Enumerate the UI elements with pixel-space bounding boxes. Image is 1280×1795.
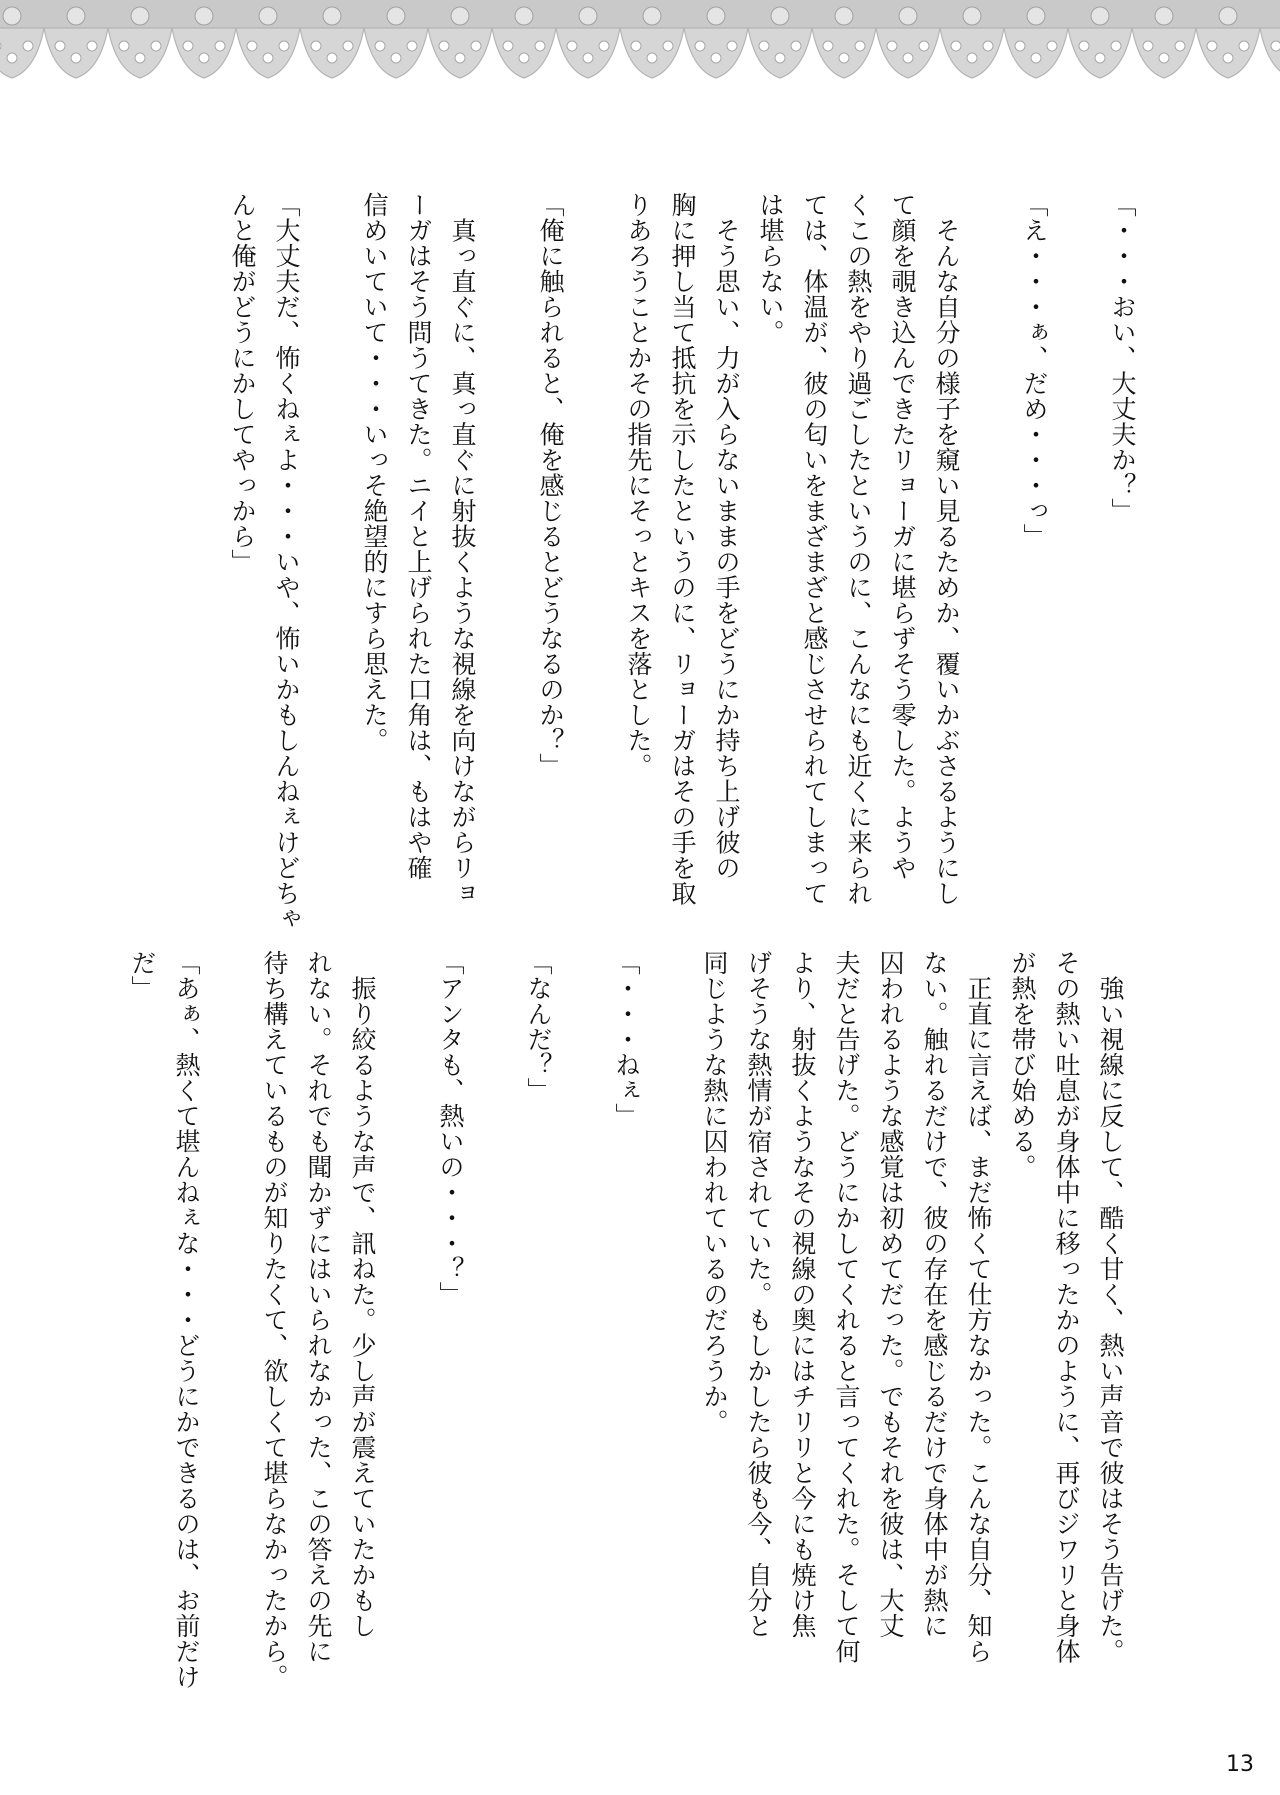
text-line — [208, 950, 252, 1602]
text-line: んと俺がどうにかしてやっから」 — [228, 192, 257, 575]
lace-hole — [247, 41, 257, 51]
lace-flower — [963, 7, 981, 25]
lace-flower — [1155, 7, 1173, 25]
lace-hole — [1079, 41, 1089, 51]
text-line: 同じような熱に囚われているのだろうか。 — [700, 950, 729, 1435]
text-line: 「あぁ、熱くて堪んねぇな・・・どうにかできるのは、お前だけ — [172, 950, 201, 1690]
text-line: だ」 — [128, 950, 157, 1001]
text-block-lower — [128, 950, 1132, 1690]
lace-flower — [67, 7, 85, 25]
text-line: 「え・・・ぁ、だめ・・・っ」 — [1020, 192, 1049, 549]
lace-hole — [311, 41, 321, 51]
lace-hole — [1111, 41, 1121, 51]
lace-hole — [1143, 41, 1153, 51]
text-line — [560, 950, 604, 1602]
text-line: 待ち構えているものが知りたくて、欲しくて堪らなかったから。 — [260, 950, 289, 1690]
text-line — [384, 950, 428, 1602]
page-number: 13 — [1226, 1752, 1254, 1777]
lace-hole — [343, 41, 353, 51]
lace-hole — [727, 41, 737, 51]
lace-hole — [1271, 41, 1280, 51]
lace-hole — [55, 41, 65, 51]
text-line — [648, 950, 692, 1602]
lace-hole — [503, 41, 513, 51]
lace-hole — [327, 53, 337, 63]
lace-hole — [119, 41, 129, 51]
lace-flower — [195, 7, 213, 25]
lace-hole — [151, 41, 161, 51]
lace-flower — [1091, 7, 1109, 25]
text-line: 「・・・おい、大丈夫か？」 — [1108, 192, 1137, 524]
lace-hole — [471, 41, 481, 51]
text-line — [572, 192, 616, 740]
text-line: ーガはそう問うてきた。ニイと上げられた口角は、もはや確 — [404, 192, 433, 881]
lace-hole — [919, 41, 929, 51]
text-line: れない。それでも聞かずにはいられなかった、この答えの先に — [304, 950, 333, 1664]
text-line: 真っ直ぐに、真っ直ぐに射抜くような視線を向けながらリョ — [448, 192, 477, 906]
lace-hole — [711, 53, 721, 63]
lace-hole — [1239, 41, 1249, 51]
text-line: 胸に押し当て抵抗を示したというのに、リョーガはその手を取 — [668, 192, 697, 906]
lace-hole — [1015, 41, 1025, 51]
text-line — [472, 950, 516, 1602]
lace-hole — [7, 53, 17, 63]
lace-hole — [87, 41, 97, 51]
lace-hole — [1095, 53, 1105, 63]
text-line: くこの熱をやり過ごしたというのに、こんなにも近くに来られ — [844, 192, 873, 906]
lace-hole — [855, 41, 865, 51]
lace-flower — [1027, 7, 1045, 25]
lace-hole — [759, 41, 769, 51]
lace-flower — [259, 7, 277, 25]
lace-hole — [263, 53, 273, 63]
lace-hole — [631, 41, 641, 51]
lace-hole — [663, 41, 673, 51]
lace-flower — [643, 7, 661, 25]
lace-hole — [407, 41, 417, 51]
lace-band — [0, 0, 1280, 30]
lace-hole — [23, 41, 33, 51]
text-line: 「なんだ？」 — [524, 950, 553, 1103]
text-line: 振り絞るような声で、訊ねた。少し声が震えていたかもし — [348, 950, 377, 1639]
lace-hole — [599, 41, 609, 51]
text-line: が熱を帯び始める。 — [1008, 950, 1037, 1180]
text-line: は堪らない。 — [756, 192, 785, 345]
text-line: 「アンタも、熱いの・・・？」 — [436, 950, 465, 1307]
lace-hole — [391, 53, 401, 63]
lace-hole — [1159, 53, 1169, 63]
text-line: 強い視線に反して、酷く甘く、熱い声音で彼はそう告げた。 — [1096, 950, 1125, 1664]
lace-hole — [967, 53, 977, 63]
lace-flower — [771, 7, 789, 25]
lace-flower — [3, 7, 21, 25]
lace-flower — [707, 7, 725, 25]
lace-hole — [535, 41, 545, 51]
text-line: 正直に言えば、まだ怖くて仕方なかった。こんな自分、知ら — [964, 950, 993, 1664]
lace-hole — [519, 53, 529, 63]
lace-hole — [695, 41, 705, 51]
lace-flower — [579, 7, 597, 25]
text-line: そんな自分の様子を窺い見るためか、覆いかぶさるようにし — [932, 192, 961, 906]
lace-hole — [199, 53, 209, 63]
lace-hole — [903, 53, 913, 63]
lace-flower — [515, 7, 533, 25]
lace-hole — [215, 41, 225, 51]
text-line: げそうな熱情が宿されていた。もしかしたら彼も今、自分と — [744, 950, 773, 1639]
lace-hole — [567, 41, 577, 51]
text-line: 「・・・ねぇ」 — [612, 950, 641, 1129]
text-line: て顔を覗き込んできたリョーガに堪らずそう零した。ようや — [888, 192, 917, 881]
lace-flower — [451, 7, 469, 25]
lace-hole — [983, 41, 993, 51]
lace-scallop — [1260, 28, 1280, 78]
lace-hole — [1031, 53, 1041, 63]
lace-flower — [899, 7, 917, 25]
text-line: ない。触れるだけで、彼の存在を感じるだけで身体中が熱に — [920, 950, 949, 1639]
lace-hole — [951, 41, 961, 51]
lace-hole — [775, 53, 785, 63]
text-line — [1056, 192, 1100, 740]
lace-hole — [839, 53, 849, 63]
text-line: より、射抜くようなその視線の奥にはチリリと今にも焼け焦 — [788, 950, 817, 1639]
lace-hole — [887, 41, 897, 51]
text-line: その熱い吐息が身体中に移ったかのように、再びジワリと身体 — [1052, 950, 1081, 1664]
lace-hole — [647, 53, 657, 63]
lace-hole — [1223, 53, 1233, 63]
text-line: 「大丈夫だ、怖くねぇよ・・・いや、怖いかもしんねぇけどちゃ — [272, 192, 301, 932]
lace-flower — [835, 7, 853, 25]
lace-hole — [375, 41, 385, 51]
lace-border-ornament — [0, 0, 1280, 96]
lace-hole — [1047, 41, 1057, 51]
lace-hole — [1207, 41, 1217, 51]
text-line: 「俺に触られると、俺を感じるとどうなるのか？」 — [536, 192, 565, 779]
lace-hole — [71, 53, 81, 63]
text-line: 囚われるような感覚は初めてだった。でもそれを彼は、大丈 — [876, 950, 905, 1639]
lace-hole — [455, 53, 465, 63]
lace-flower — [323, 7, 341, 25]
text-line: 信めいていて・・・いっそ絶望的にすら思えた。 — [360, 192, 389, 753]
lace-flower — [131, 7, 149, 25]
text-line — [484, 192, 528, 740]
lace-hole — [823, 41, 833, 51]
lace-hole — [439, 41, 449, 51]
lace-hole — [583, 53, 593, 63]
text-line — [308, 192, 352, 740]
lace-hole — [791, 41, 801, 51]
lace-hole — [183, 41, 193, 51]
lace-scallop — [0, 28, 44, 78]
lace-hole — [1175, 41, 1185, 51]
text-line: りあろうことかその指先にそっとキスを落とした。 — [624, 192, 653, 779]
text-line — [968, 192, 1012, 740]
text-line: ては、体温が、彼の匂いをまざまざと感じさせられてしまって — [800, 192, 829, 906]
lace-flower — [387, 7, 405, 25]
lace-hole — [135, 53, 145, 63]
lace-hole — [279, 41, 289, 51]
lace-flower — [1219, 7, 1237, 25]
text-line: そう思い、力が入らないままの手をどうにか持ち上げ彼の — [712, 192, 741, 881]
text-line: 夫だと告げた。どうにかしてくれると言ってくれた。そして何 — [832, 950, 861, 1664]
text-block-upper — [209, 192, 1144, 932]
